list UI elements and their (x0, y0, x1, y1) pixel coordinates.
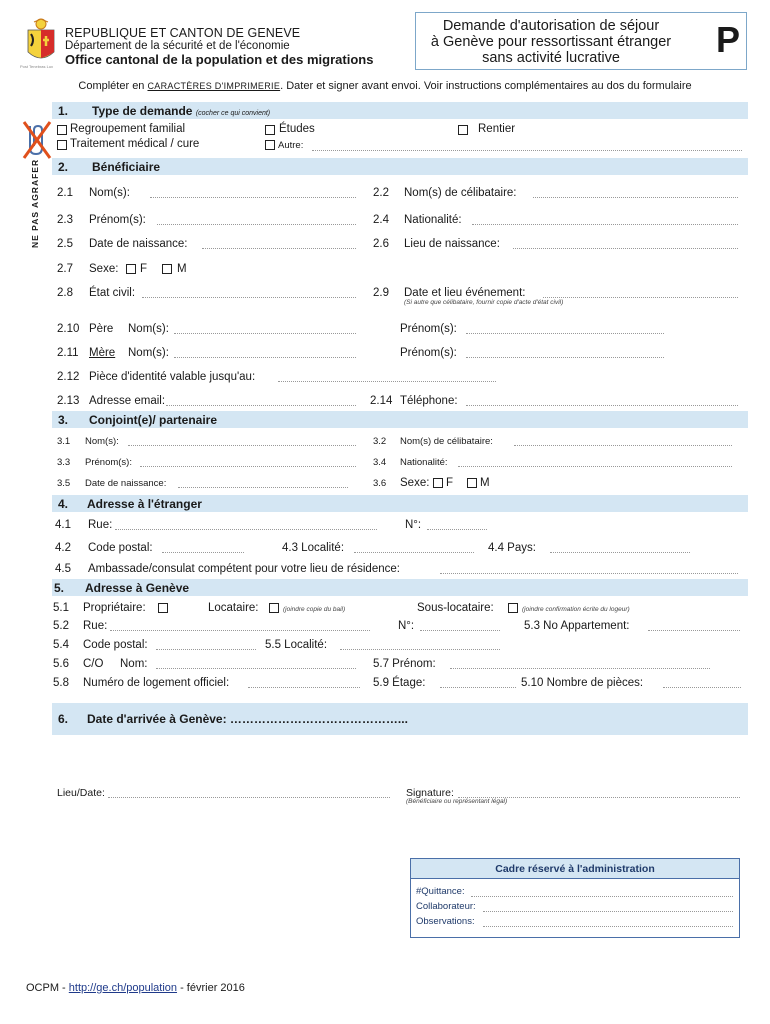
field-4-3-label: 4.3 Localité: (282, 542, 345, 554)
field-2-6-label: Lieu de naissance: (404, 238, 500, 250)
collaborator-field[interactable] (483, 911, 733, 912)
subtenant-note: (joindre confirmation écrite du logeur) (522, 606, 630, 613)
field-2-2-label: Nom(s) de célibataire: (404, 187, 517, 199)
field-5-6-num: 5.6 (53, 658, 69, 670)
field-4-5-label: Ambassade/consulat compétent pour votre lieu de résidence: (88, 563, 400, 575)
checkbox-subtenant[interactable] (508, 603, 518, 613)
checkbox-sex-m[interactable] (162, 264, 172, 274)
field-5-2-num: 5.2 (53, 620, 69, 632)
phone-field[interactable] (466, 405, 738, 406)
section-3-title: Conjoint(e)/ partenaire (89, 413, 218, 427)
spouse-name-field[interactable] (128, 445, 356, 446)
field-2-8-label: État civil: (89, 287, 136, 299)
field-5-8-label: Numéro de logement officiel: (83, 677, 230, 689)
field-3-3-num: 3.3 (57, 457, 71, 468)
instructions-before: Compléter en (78, 80, 148, 92)
nationality-field[interactable] (472, 224, 738, 225)
section-5-number: 5. (54, 581, 65, 595)
form-letter: P (715, 19, 740, 60)
section-6-header (52, 703, 748, 735)
geneva-coat-of-arms-logo (22, 18, 60, 70)
form-title-box (415, 12, 747, 70)
checkbox-owner[interactable] (158, 603, 168, 613)
field-2-6-num: 2.6 (373, 238, 389, 250)
field-4-2-label: Code postal: (88, 542, 153, 554)
checkbox-other[interactable] (265, 140, 275, 150)
foreign-number-field[interactable] (427, 529, 487, 530)
care-of-name-field[interactable] (156, 668, 356, 669)
instructions-emphasis: CARACTÈRES D'IMPRIMERIE (147, 81, 281, 91)
other-field[interactable] (312, 150, 742, 151)
receipt-label: #Quittance: (416, 886, 465, 897)
field-2-13-num: 2.13 (57, 395, 80, 407)
footer-link[interactable]: http://ge.ch/population (68, 982, 178, 994)
field-2-14-label: Téléphone: (400, 395, 458, 407)
section-4-header (52, 495, 748, 512)
geneva-number-field[interactable] (420, 630, 500, 631)
section-4-title: Adresse à l'étranger (87, 497, 202, 511)
checkbox-spouse-sex-m[interactable] (467, 478, 477, 488)
field-4-1-num: 4.1 (55, 519, 71, 531)
field-5-9-label: 5.9 Étage: (373, 677, 426, 689)
geneva-locality-field[interactable] (340, 649, 500, 650)
receipt-field[interactable] (471, 896, 733, 897)
maiden-name-field[interactable] (533, 197, 738, 198)
arrival-date-label[interactable]: Date d'arrivée à Genève: ……………………………………... (87, 712, 408, 726)
sex-f-label: F (140, 263, 148, 275)
field-2-12-label: Pièce d'identité valable jusqu'au: (89, 371, 256, 383)
floor-field[interactable] (440, 687, 516, 688)
geneva-number-label: N°: (398, 620, 415, 632)
field-5-7-label: 5.7 Prénom: (373, 658, 436, 670)
mother-name-label: Nom(s): (128, 347, 169, 359)
field-4-1-label: Rue: (88, 519, 113, 531)
field-5-2-label: Rue: (83, 620, 108, 632)
field-2-9-note: (Si autre que célibataire, fournir copie d'acte d'état civil) (404, 299, 564, 306)
field-3-1-label: Nom(s): (85, 436, 119, 447)
signature-note: (Bénéficiaire ou représentant légal) (406, 798, 508, 805)
republic-name: REPUBLIQUE ET CANTON DE GENEVE (65, 26, 301, 40)
spouse-nationality-field[interactable] (458, 466, 732, 467)
admin-box-title: Cadre réservé à l'administration (411, 859, 739, 879)
section-5-title: Adresse à Genève (85, 581, 190, 595)
birth-place-field[interactable] (513, 248, 738, 249)
foreign-postal-code-field[interactable] (162, 552, 244, 553)
civil-status-field[interactable] (142, 297, 356, 298)
instructions-after: . Dater et signer avant envoi. Voir instructions complémentaires au dos du formulaire (280, 80, 692, 92)
father-label: Père (89, 323, 114, 335)
section-1-number: 1. (58, 104, 69, 118)
father-name-field[interactable] (174, 333, 356, 334)
field-5-8-num: 5.8 (53, 677, 69, 689)
section-1-subtitle: (cocher ce qui convient) (195, 110, 271, 117)
father-name-label: Nom(s): (128, 323, 169, 335)
spouse-sex-f-label: F (446, 477, 454, 489)
section-2-number: 2. (58, 160, 69, 174)
form-title-line-3: sans activité lucrative (482, 50, 620, 66)
option-studies: Études (279, 123, 315, 135)
mother-label: Mère (89, 347, 116, 359)
logo-caption: Post Tenebras Lux (20, 64, 54, 69)
field-2-2-num: 2.2 (373, 187, 389, 199)
field-3-4-num: 3.4 (373, 457, 387, 468)
foreign-number-label: N°: (405, 519, 422, 531)
section-5-header (52, 579, 748, 596)
subtenant-label: Sous-locataire: (417, 602, 494, 614)
admin-reserved-box (410, 858, 740, 938)
field-3-5-label: Date de naissance: (85, 478, 167, 489)
field-2-7-num: 2.7 (57, 263, 73, 275)
collaborator-label: Collaborateur: (416, 901, 476, 912)
observations-field[interactable] (483, 926, 733, 927)
field-2-1-label: Nom(s): (89, 187, 130, 199)
field-2-13-label: Adresse email: (89, 395, 166, 407)
field-2-5-label: Date de naissance: (89, 238, 188, 250)
field-2-14-num: 2.14 (370, 395, 393, 407)
field-2-1-num: 2.1 (57, 187, 73, 199)
no-staple-text: NE PAS AGRAFER (30, 158, 40, 248)
field-4-4-label: 4.4 Pays: (488, 542, 536, 554)
option-other: Autre: (278, 140, 304, 151)
field-5-3-label: 5.3 No Appartement: (524, 620, 630, 632)
option-family-reunion: Regroupement familial (70, 123, 186, 135)
field-2-4-label: Nationalité: (404, 214, 462, 226)
place-date-label: Lieu/Date: (57, 787, 105, 799)
observations-label: Observations: (416, 916, 475, 927)
email-field[interactable] (166, 405, 356, 406)
id-valid-until-field[interactable] (278, 381, 496, 382)
apartment-number-field[interactable] (648, 630, 740, 631)
first-name-field[interactable] (157, 224, 356, 225)
foreign-street-field[interactable] (115, 529, 377, 530)
geneva-postal-code-field[interactable] (156, 649, 256, 650)
spouse-birth-date-field[interactable] (178, 487, 348, 488)
care-of-label: C/O (83, 658, 104, 670)
footer-suffix: - février 2016 (177, 982, 245, 994)
checkbox-retiree[interactable] (458, 125, 468, 135)
field-5-1-num: 5.1 (53, 602, 69, 614)
field-2-9-num: 2.9 (373, 287, 389, 299)
checkbox-medical-treatment[interactable] (57, 140, 67, 150)
field-5-4-num: 5.4 (53, 639, 69, 651)
field-3-6-label: Sexe: (400, 477, 430, 489)
tenant-note: (joindre copie du bail) (283, 606, 346, 613)
field-2-8-num: 2.8 (57, 287, 73, 299)
section-3-header (52, 411, 748, 428)
field-2-7-label: Sexe: (89, 263, 119, 275)
field-3-6-num: 3.6 (373, 478, 387, 489)
form-title-line-1: Demande d'autorisation de séjour (442, 18, 660, 34)
foreign-country-field[interactable] (550, 552, 690, 553)
field-2-12-num: 2.12 (57, 371, 80, 383)
spouse-firstname-field[interactable] (140, 466, 356, 467)
field-2-3-num: 2.3 (57, 214, 73, 226)
field-5-5-label: 5.5 Localité: (265, 639, 328, 651)
checkbox-tenant[interactable] (269, 603, 279, 613)
field-2-10-num: 2.10 (57, 323, 80, 335)
birth-date-field[interactable] (202, 248, 356, 249)
field-4-5-num: 4.5 (55, 563, 71, 575)
option-retiree: Rentier (478, 123, 516, 135)
official-housing-number-field[interactable] (248, 687, 360, 688)
foreign-locality-field[interactable] (354, 552, 474, 553)
field-2-3-label: Prénom(s): (89, 214, 146, 226)
field-2-4-num: 2.4 (373, 214, 389, 226)
footer-prefix: OCPM - (26, 982, 69, 994)
checkbox-sex-f[interactable] (126, 264, 136, 274)
mother-firstname-field[interactable] (466, 357, 664, 358)
owner-label: Propriétaire: (83, 602, 146, 614)
room-count-field[interactable] (663, 687, 741, 688)
mother-firstname-label: Prénom(s): (400, 347, 457, 359)
field-3-1-num: 3.1 (57, 436, 71, 447)
field-3-4-label: Nationalité: (400, 457, 448, 468)
signature-label: Signature: (406, 787, 454, 799)
section-2-title: Bénéficiaire (92, 160, 161, 174)
spouse-maiden-name-field[interactable] (514, 445, 732, 446)
event-date-place-field[interactable] (543, 297, 738, 298)
field-3-2-num: 3.2 (373, 436, 387, 447)
department-name: Département de la sécurité et de l'économie (65, 40, 290, 52)
office-name: Office cantonal de la population et des migrations (65, 52, 374, 67)
place-date-field[interactable] (108, 797, 390, 798)
footer (26, 982, 245, 994)
checkbox-spouse-sex-f[interactable] (433, 478, 443, 488)
tenant-label: Locataire: (208, 602, 259, 614)
field-3-2-label: Nom(s) de célibataire: (400, 436, 493, 447)
care-of-firstname-field[interactable] (450, 668, 710, 669)
field-2-5-num: 2.5 (57, 238, 73, 250)
field-5-10-label: 5.10 Nombre de pièces: (521, 677, 644, 689)
field-3-3-label: Prénom(s): (85, 457, 132, 468)
section-1-header (52, 102, 748, 119)
geneva-street-field[interactable] (110, 630, 370, 631)
father-firstname-label: Prénom(s): (400, 323, 457, 335)
field-2-11-num: 2.11 (57, 347, 79, 359)
section-1-title-text: Type de demande (92, 104, 193, 118)
section-2-header (52, 158, 748, 175)
instructions (0, 80, 770, 92)
field-4-2-num: 4.2 (55, 542, 71, 554)
field-5-4-label: Code postal: (83, 639, 148, 651)
sex-m-label: M (177, 263, 187, 275)
spouse-sex-m-label: M (480, 477, 490, 489)
section-1-title (92, 104, 270, 118)
field-3-5-num: 3.5 (57, 478, 71, 489)
section-6-number: 6. (58, 712, 69, 726)
last-name-field[interactable] (150, 197, 356, 198)
form-title-line-2: à Genève pour ressortissant étranger (430, 34, 672, 50)
checkbox-studies[interactable] (265, 125, 275, 135)
option-medical-treatment: Traitement médical / cure (70, 138, 200, 150)
checkbox-family-reunion[interactable] (57, 125, 67, 135)
section-3-number: 3. (58, 413, 69, 427)
mother-name-field[interactable] (174, 357, 356, 358)
care-of-name-label: Nom: (120, 658, 148, 670)
section-4-number: 4. (58, 497, 69, 511)
field-2-9-label: Date et lieu événement: (404, 287, 526, 299)
father-firstname-field[interactable] (466, 333, 664, 334)
embassy-field[interactable] (440, 573, 738, 574)
